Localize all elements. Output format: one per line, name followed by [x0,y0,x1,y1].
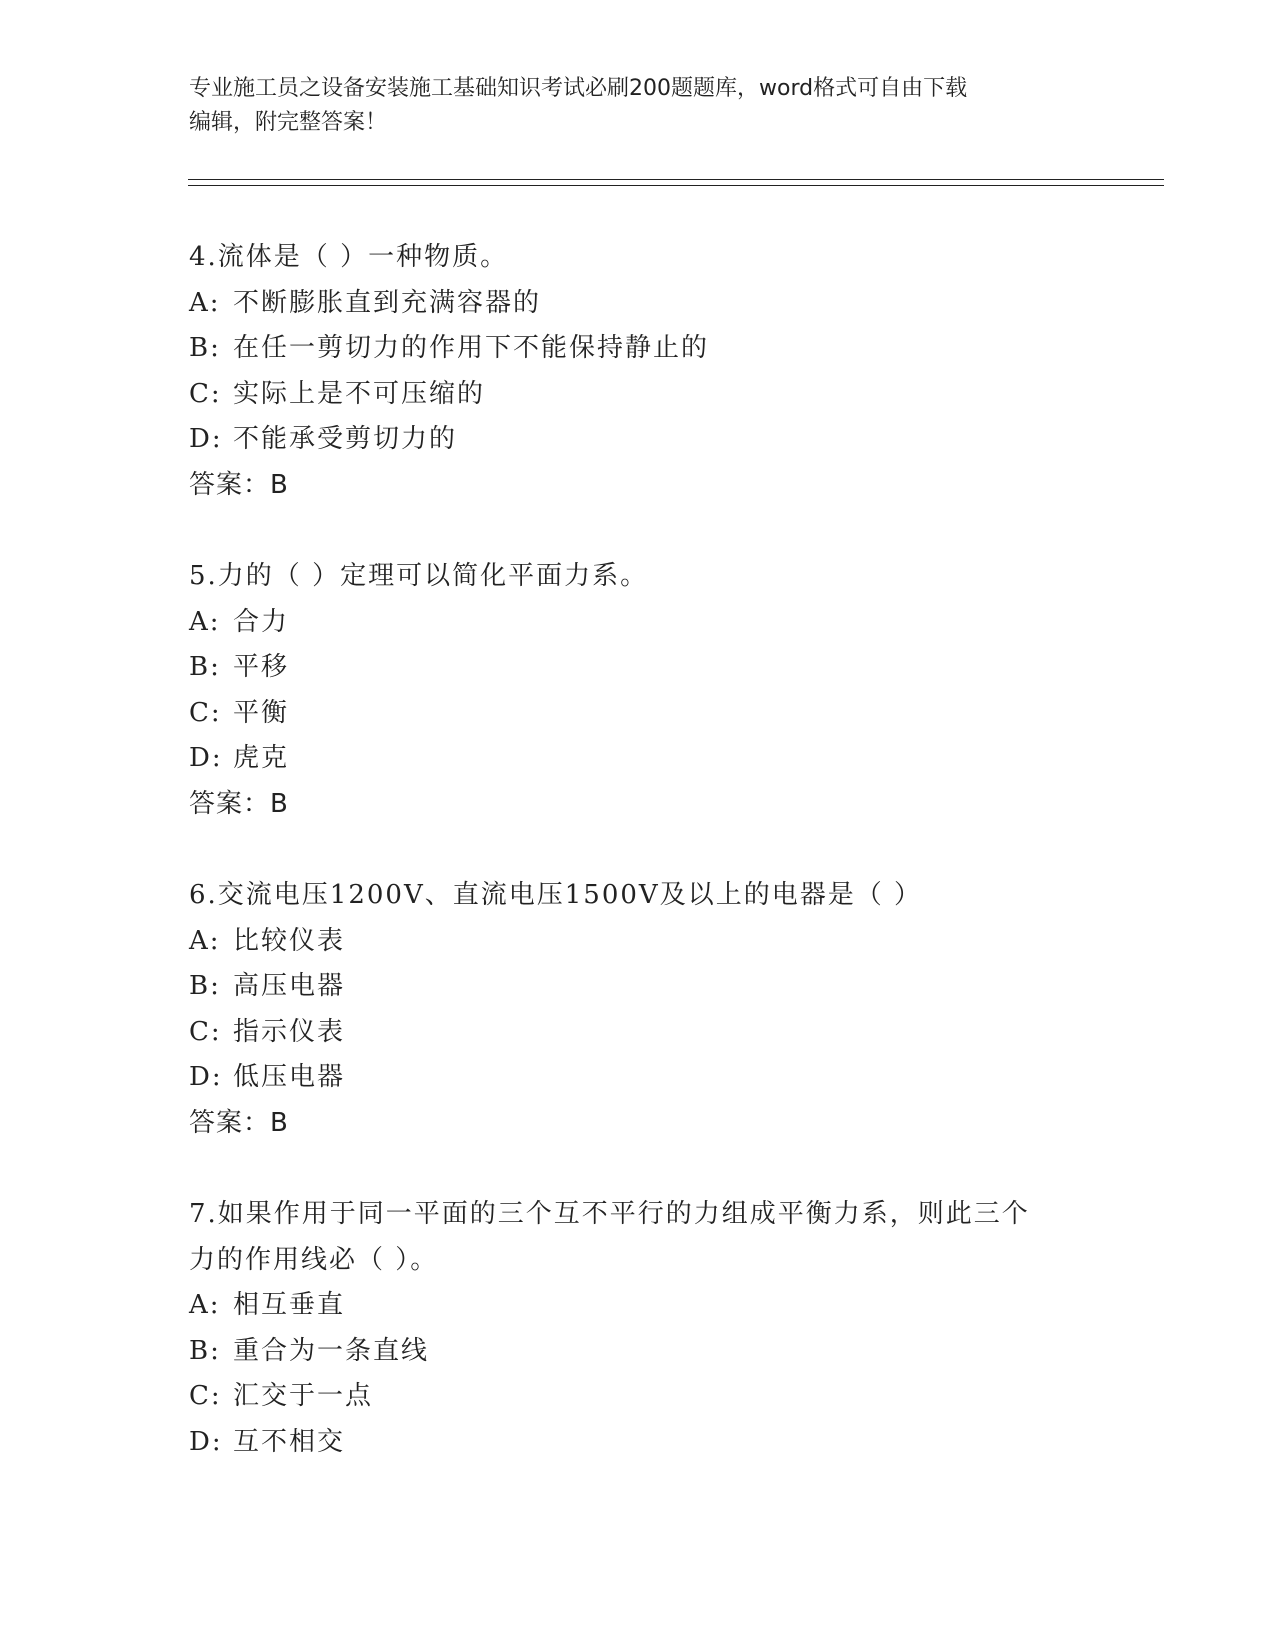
question-stem: 7.如果作用于同一平面的三个互不平行的力组成平衡力系，则此三个 [189,1199,1030,1229]
option-letter: D: [189,1062,223,1092]
option-d [189,417,1129,463]
option-text: 低压电器 [233,1062,346,1092]
option-b [189,645,1129,691]
option-letter: C: [189,1381,222,1411]
option-letter: B: [189,652,221,682]
option-a [189,1283,1129,1329]
option-d [189,736,1129,782]
option-text: 在任一剪切力的作用下不能保持静止的 [233,333,710,363]
question-stem: 5.力的（ ）定理可以简化平面力系。 [189,561,649,591]
question-list [189,235,1129,1511]
option-a [189,600,1129,646]
option-text: 实际上是不可压缩的 [233,378,486,409]
option-letter: C: [189,697,222,728]
option-letter: C: [189,1016,222,1047]
option-c [189,691,1129,737]
question-stem: 4.流体是（ ）一种物质。 [189,242,509,272]
option-letter: B: [189,971,221,1001]
question-stem: 6.交流电压1200V、直流电压1500V及以上的电器是（ ） [189,880,922,910]
option-c [189,372,1129,418]
option-text: 平衡 [233,697,290,728]
option-letter: D: [189,743,223,773]
option-c [189,1010,1129,1056]
option-d [189,1055,1129,1101]
header-line-1: 专业施工员之设备安装施工基础知识考试必刷200题题库，word格式可自由下载 [189,76,968,101]
option-text: 不断膨胀直到充满容器的 [233,287,542,318]
question-7 [189,1192,1129,1465]
answer-line: 答案：B [189,1107,289,1138]
option-d [189,1420,1129,1466]
option-text: 互不相交 [233,1426,346,1457]
option-letter: A: [189,1290,221,1320]
option-letter: D: [189,424,223,454]
answer-line: 答案：B [189,469,289,500]
document-header [189,72,1089,140]
option-text: 平移 [233,652,290,682]
option-a [189,919,1129,965]
header-double-rule [188,179,1164,186]
option-text: 高压电器 [233,971,346,1001]
option-a [189,281,1129,327]
option-text: 指示仪表 [233,1016,346,1047]
question-6 [189,873,1129,1146]
option-letter: C: [189,378,222,409]
option-text: 相互垂直 [233,1290,346,1320]
question-stem-continued: 力的作用线必（ ）。 [189,1244,439,1275]
option-text: 汇交于一点 [233,1381,374,1411]
option-text: 比较仪表 [233,925,346,956]
option-b [189,1329,1129,1375]
option-b [189,964,1129,1010]
option-letter: B: [189,333,221,363]
option-letter: A: [189,925,221,956]
option-letter: D: [189,1426,223,1457]
option-letter: A: [189,606,221,637]
option-text: 合力 [233,606,290,637]
header-line-2: 编辑，附完整答案！ [189,110,388,135]
option-b [189,326,1129,372]
option-letter: B: [189,1335,221,1366]
answer-line: 答案：B [189,788,289,819]
question-4 [189,235,1129,508]
option-c [189,1374,1129,1420]
option-letter: A: [189,287,221,318]
question-5 [189,554,1129,827]
option-text: 重合为一条直线 [233,1335,430,1366]
option-text: 虎克 [233,743,290,773]
option-text: 不能承受剪切力的 [233,424,458,454]
